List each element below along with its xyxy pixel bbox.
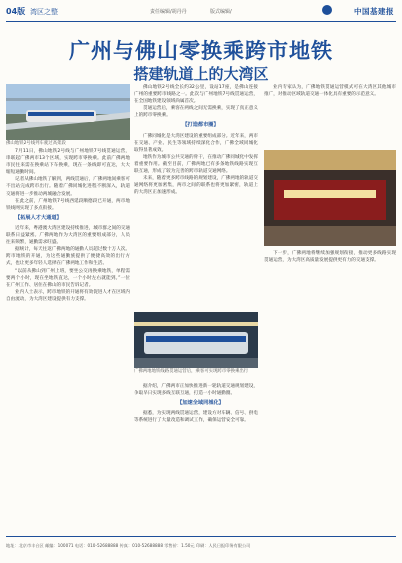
body-paragraph: “以前从佛山到广州上班，要坐公交再换乘地铁，单程需要两个小时，现在坐地铁直达，一个小时左右就能到。”一位在广州工作、居住在佛山的市民告诉记者。 (6, 268, 130, 288)
lead-paragraph: 在此之前，广州地铁7号线西延段顺德段已开通，两市地铁线网实现了多点衔接。 (6, 198, 130, 211)
designer-credit: 版式编辑/ (210, 9, 232, 15)
newspaper-logo: 中国基建报 (354, 7, 394, 16)
subhead-integration: 【加速全域同城化】 (177, 400, 224, 407)
section-name: 湾区之整 (30, 8, 58, 16)
newspaper-logo-icon (322, 5, 332, 15)
subhead-metro: 【打造都市圈】 (182, 122, 219, 129)
column-3 (264, 84, 396, 98)
body-paragraph: 据介绍，广佛两市正加快推进新一轮轨道交通规划建设，争取早日实现多线互联互通，打造一小时通勤圈。 (134, 384, 258, 397)
train-photo (6, 84, 130, 140)
page-header (0, 0, 402, 22)
editor-credit: 责任编辑/胡丹丹 (150, 9, 187, 15)
column-1 (6, 148, 130, 303)
body-paragraph: 据悉，为实现两线贯通运营，建设方对车辆、信号、供电等系统进行了大量改造和调试工作，确保运营安全可靠。 (134, 411, 258, 424)
photo-caption: 佛山地铁2号线列车驶过高架段 (6, 141, 66, 146)
body-paragraph: 地铁作为城市公共交通的骨干，在推动广佛同城化中发挥着重要作用。截至目前，广佛两地已有多条地铁线路实现互联互通，形成了较为完善的跨市轨道交通网络。 (134, 154, 258, 175)
header-rule (6, 21, 396, 22)
body-paragraph: 佛山地铁2号线全长约32公里，设站17座，是佛山连接广州的重要跨市线路之一。此次与广州地铁7号线贯通运营，在全国地铁建设领域尚属首次。 (134, 85, 258, 105)
station-photo (134, 312, 258, 368)
column-2b (134, 383, 258, 424)
footer-note: 地址：北京市丰台区 邮编：100071 电话：010-52688888 传真：010-52688888 零售价：1.50元 印刷：人民日报印务有限公司 (6, 543, 251, 548)
footer-rule (6, 536, 396, 537)
body-paragraph: 广佛同城化是大湾区建设的重要组成部分。近年来，两市在交通、产业、民生等领域持续深化合作，广佛全域同城化取得显著成效。 (134, 133, 258, 153)
body-paragraph: 未来，随着更多跨市线路的规划建设，广佛两地的轨道交通网络将更加密集，两市之间的联系也将更加紧密，轨道上的大湾区正加速形成。 (134, 176, 258, 196)
lead-paragraph: 7月11日，佛山地铁2号线与广州地铁7号线贯通运营，串联起广佛两市13个区域，实现跨市零换乘。此前广佛两地市民往来需在换乘站下车换乘，现在一条线即可直达，大大缩短通勤时间。 (6, 149, 130, 176)
body-paragraph: 业内专家认为，广佛地铁贯通运营模式可在大湾区其他城市推广，对推动区域轨道交通一体化具有重要的示范意义。 (264, 85, 396, 98)
station-caption: 广佛两地地铁线路贯通运营后，乘客可实现跨市零换乘出行 (134, 369, 249, 374)
body-paragraph: 业内人士表示，跨市地铁的开通将有效促进人才在区域内自由流动，为大湾区建设提供有力支撑。 (6, 289, 130, 302)
column-3b (264, 250, 396, 264)
body-paragraph: 贯通运营后，乘客在两线之间无需换乘，实现了真正意义上的跨市零换乘。 (134, 106, 258, 119)
article-subtitle: 搭建轨道上的大湾区 (133, 65, 269, 83)
station-interior-photo (264, 150, 396, 246)
article-title: 广州与佛山零换乘跨市地铁 (69, 38, 333, 63)
subhead-talent: 【拓展人才大通道】 (15, 214, 62, 221)
body-paragraph: 近年来，粤港澳大湾区建设持续推进，城市群之间的交通联系日益紧密。广佛两地作为大湾区的重要组成部分，人员往来频繁，通勤需求旺盛。 (6, 225, 130, 246)
lead-paragraph: 记者从佛山地铁了解到，两线贯通后，广佛两地间乘客可不出站完成跨市出行。随着广佛同城化进程不断深入，轨道交通将进一步推动两城融合发展。 (6, 177, 130, 197)
body-paragraph: 下一步，广佛两地将继续加强规划衔接，推动更多线路实现贯通运营，为大湾区高质量发展提供更有力的交通支撑。 (264, 251, 396, 264)
page-number: 04版 (6, 7, 26, 16)
body-paragraph: 据统计，每天往返广佛两地的通勤人员超过数十万人次。跨市地铁的开通，为这些通勤族提供了便捷高效的出行方式，也让更多年轻人选择在广佛两地工作和生活。 (6, 247, 130, 267)
column-2 (134, 84, 258, 196)
